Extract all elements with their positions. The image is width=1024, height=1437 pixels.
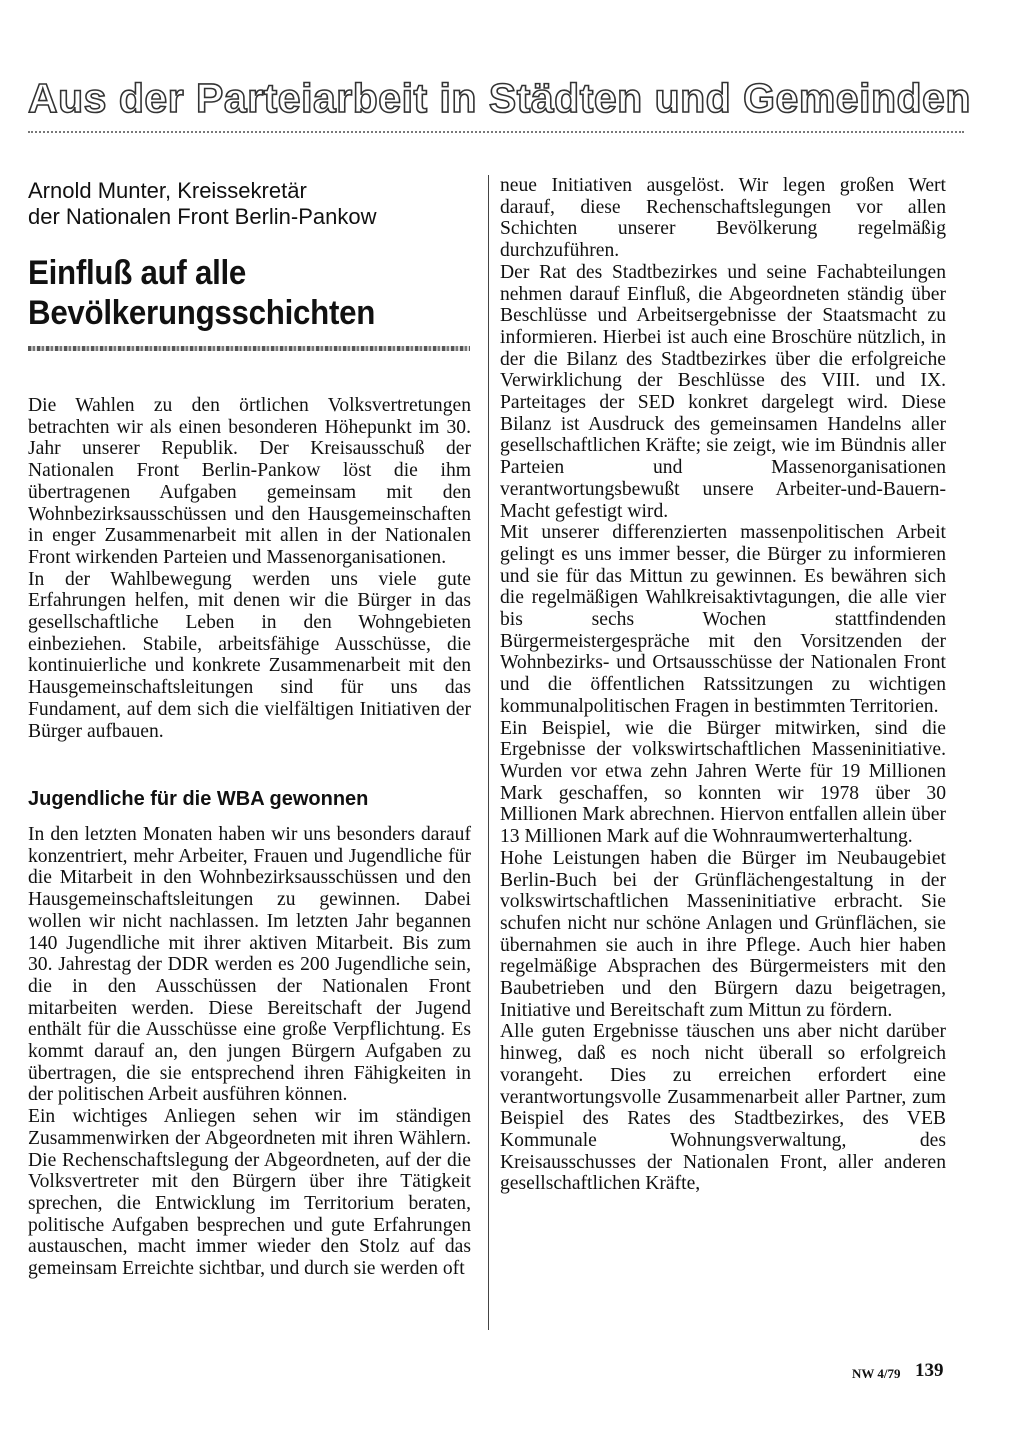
headline-line-1: Einfluß auf alle [28,254,247,292]
author-organization-line: der Nationalen Front Berlin-Pankow [28,204,377,229]
intro-section [28,395,471,742]
headline-divider [28,346,470,351]
headline-line-2: Bevölkerungsschichten [28,294,376,332]
paragraph: Ein wichtiges Anliegen sehen wir im ständigen Zusammenwirken der Abgeordneten mit ihren Wählern. Die Rechenschaftslegung der Abgeordneten, auf der die Volksvertreter mit den Bürgern über ihre Tätigkeit sprechen, die Entwicklung im Territorium beraten, politische Aufgaben besprechen und gute Erfahrungen austauschen, macht immer wieder den Stolz auf das gemeinsam Erreichte sichtbar, und durch sie werden oft [28,1106,471,1280]
paragraph: Mit unserer differenzierten massenpolitischen Arbeit gelingt es uns immer besser, die Bürger zu informieren und sie für das Mittun zu gewinnen. Es bewähren sich die regelmäßigen Wahlkreisaktivtagungen, die alle vier bis sechs Wochen stattfindenden Bürgermeistergespräche mit den Vorsitzenden der Wohnbezirks- und Ortsausschüsse der Nationalen Front und die öffentlichen Ratssitzungen zu wichtigen kommunalpolitischen Fragen in bestimmten Territorien. [500,522,946,717]
paragraph: In den letzten Monaten haben wir uns besonders darauf konzentriert, mehr Arbeiter, Frauen und Jugendliche für die Mitarbeit in den Wohnbezirksausschüssen und den Hausgemeinschaftsleitungen zu gewinnen. Dabei wollen wir nicht nachlassen. Im letzten Jahr begannen 140 Jugendliche mit ihrer aktiven Mitarbeit. Bis zum 30. Jahrestag der DDR werden es 200 Jugendliche sein, die in den Ausschüssen der Nationalen Front mitarbeiten werden. Diese Bereitschaft der Jugend enthält für die Ausschüsse eine große Verpflichtung. Es kommt darauf an, den jungen Bürgern Aufgaben zu übertragen, die sie entsprechend ihren Fähigkeiten in der politischen Arbeit ausführen können. [28,824,471,1106]
paragraph: In der Wahlbewegung werden uns viele gute Erfahrungen helfen, mit denen wir die Bürger in das gesellschaftliche Leben in den Wohngebieten einbeziehen. Stabile, arbeitsfähige Ausschüsse, die kontinuierliche und konkrete Zusammenarbeit mit den Hausgemeinschaftsleitungen sind für uns das Fundament, auf dem sich die vielfältigen Initiativen der Bürger aufbauen. [28,568,471,742]
paragraph: Ein Beispiel, wie die Bürger mitwirken, sind die Ergebnisse der volkswirtschaftlichen Masseninitiative. Wurden vor etwa zehn Jahren Werte für 19 Millionen Mark geschaffen, so konnten wir 1978 über 30 Millionen Mark abrechnen. Hiervon entfallen allein über 13 Millionen Mark auf die Wohnraumwerterhaltung. [500,717,946,848]
column-divider [488,175,489,1330]
paragraph: Hohe Leistungen haben die Bürger im Neubaugebiet Berlin-Buch bei der Grünflächengestaltung in der volkswirtschaftlichen Masseninitiative erbracht. Sie schufen nicht nur schöne Anlagen und Grünflächen, sie übernahmen sie auch in ihre Pflege. Auch hier haben regelmäßige Absprachen des Bürgermeisters mit den Baubetrieben und den Bürgern dazu beigetragen, Initiative und Bereitschaft zum Mittun zu fördern. [500,847,946,1021]
paragraph: Alle guten Ergebnisse täuschen uns aber nicht darüber hinweg, daß es noch nicht überall so erfolgreich vorangeht. Dies zu erreichen erfordert eine verantwortungsvolle Zusammenarbeit aller Partner, zum Beispiel des Rates des Stadtbezirkes, des VEB Kommunale Wohnungsverwaltung, des Kreisausschusses der Nationalen Front, aller anderen gesellschaftlichen Kräfte, [500,1021,946,1195]
section-rubric: Aus der Parteiarbeit in Städten und Gemeinden [28,75,971,121]
youth-section [28,824,471,1280]
page-number: 139 [915,1360,944,1381]
right-column [500,175,946,1195]
author-name-line: Arnold Munter, Kreissekretär [28,178,307,203]
author-byline [28,178,478,230]
issue-label: NW 4/79 [852,1366,901,1381]
article-headline [28,253,442,333]
rubric-divider [28,131,964,133]
section-subheading: Jugendliche für die WBA gewonnen [28,788,369,810]
paragraph: neue Initiativen ausgelöst. Wir legen großen Wert darauf, diese Rechenschaftslegungen vor allen Schichten unserer Bevölkerung regelmäßig durchzuführen. [500,175,946,262]
paragraph: Die Wahlen zu den örtlichen Volksvertretungen betrachten wir als einen besonderen Höhepunkt im 30. Jahr unserer Republik. Der Kreisausschuß der Nationalen Front Berlin-Pankow löst die ihm übertragenen Aufgaben gemeinsam mit den Wohnbezirksausschüssen und den Hausgemeinschaften in enger Zusammenarbeit mit allen in der Nationalen Front wirkenden Parteien und Massenorganisationen. [28,395,471,568]
paragraph: Der Rat des Stadtbezirkes und seine Fachabteilungen nehmen darauf Einfluß, die Abgeordneten ständig über Beschlüsse und Arbeitsergebnisse der Staatsmacht zu informieren. Hierbei ist auch eine Broschüre nützlich, in der die Bilanz des Stadtbezirkes über die erfolgreiche Verwirklichung der Beschlüsse des VIII. und IX. Parteitages der SED konkret dargelegt wird. Diese Bilanz ist Ausdruck des gemeinsamen Handelns aller gesellschaftlichen Kräfte; sie zeigt, wie im Bündnis aller Parteien und Massenorganisationen verantwortungsbewußt unsere Arbeiter-und-Bauern-Macht gefestigt wird. [500,261,946,522]
